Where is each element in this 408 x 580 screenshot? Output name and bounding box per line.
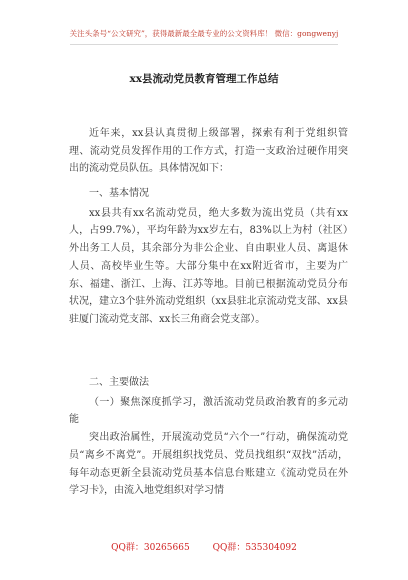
intro-paragraph: 近年来，xx县认真贯彻上级部署，探索有利于党组织管理、流动党员发挥作用的工作方式，打造一支政治过硬作用突出的流动党员队伍。具体情况如下：	[69, 128, 348, 175]
footer-qq-group-2: QQ群：535304092	[212, 543, 297, 553]
section2-heading: 二、主要做法	[89, 377, 149, 388]
footer-qq-group-1: QQ群：30265665	[111, 543, 190, 553]
section-basic-situation	[69, 181, 348, 329]
section1-paragraph: xx县共有xx名流动党员，绝大多数为流出党员（共有xx人，占99.7%），平均年龄为xx岁左右，83%以上为村（社区）外出务工人员，其余部分为非公企业、自由职业人员、离退休人员、高校毕业生等。大部分集中在xx附近省市，主要为广东、福建、浙江、上海、江苏等地。目前已根据流动党员分布状况，建立3个驻外流动党组织（xx县驻北京流动党支部、xx县驻厦门流动党支部、xx长三角商会党支部）。	[69, 207, 348, 325]
header-divider	[70, 44, 338, 45]
intro-block	[69, 125, 348, 178]
section2-paragraph: 突出政治属性，开展流动党员“六个一”行动，确保流动党员“离乡不离党”。开展组织找党员、党员找组织“双找”活动，每年动态更新全县流动党员基本信息台账建立《流动党员在外学习卡》，由流入地党组织对学习情	[69, 432, 348, 497]
section-main-practices	[69, 370, 348, 500]
section1-heading: 一、基本情况	[89, 188, 149, 199]
section2-subheading: （一）聚焦深度抓学习，激活流动党员政治教育的多元动能	[69, 396, 348, 426]
document-title: xx县流动党员教育管理工作总结	[129, 73, 279, 85]
footer-contact	[0, 540, 408, 553]
header-banner: 关注头条号“公文研究”，获得最新最全最专业的公文资料库！ 微信：gongwenyj	[69, 29, 339, 38]
